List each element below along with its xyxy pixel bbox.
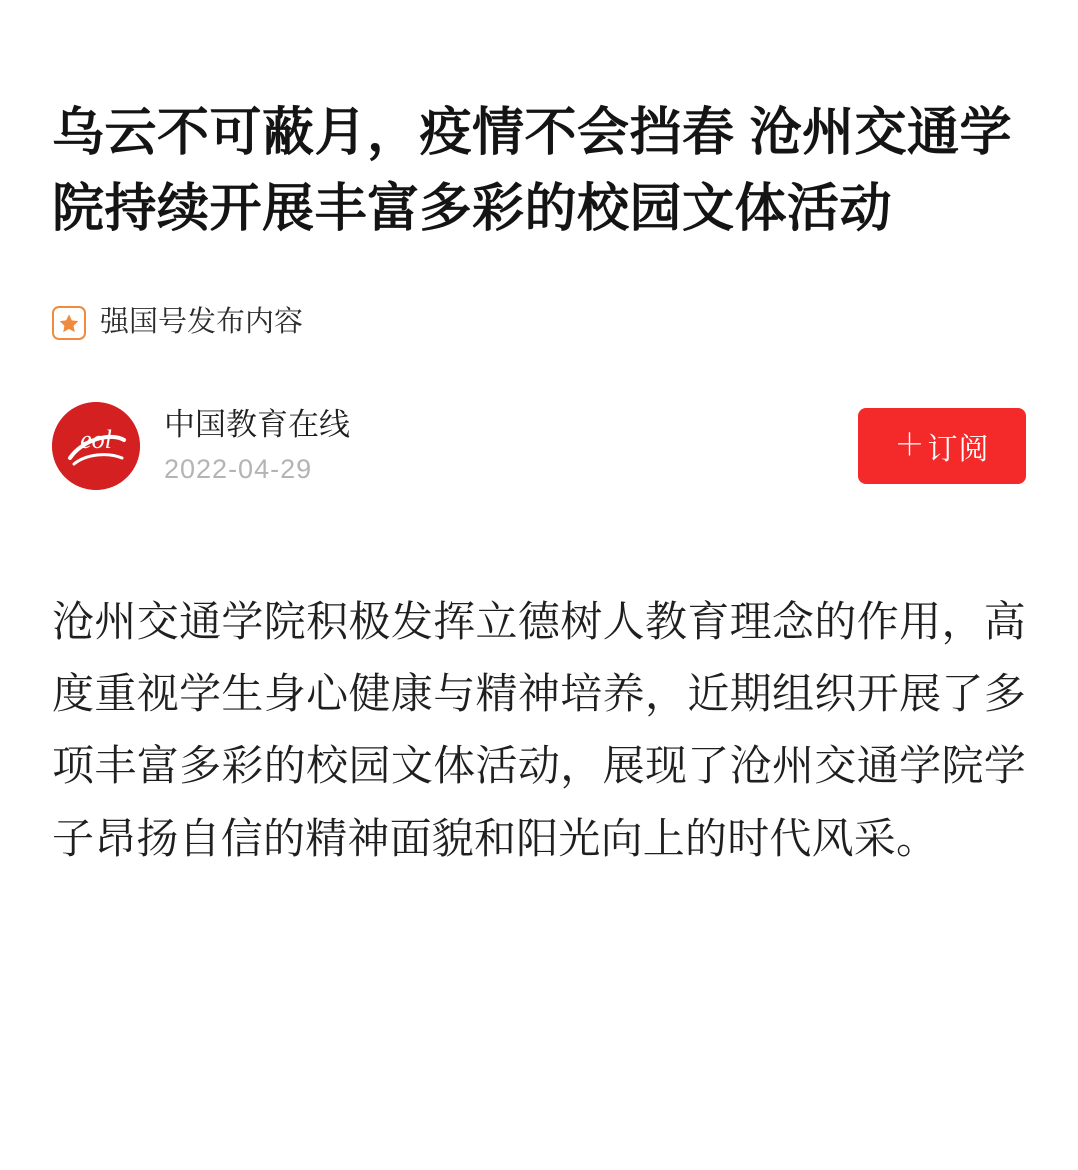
publisher-meta (164, 406, 350, 486)
plus-icon: ＋ (894, 428, 926, 462)
publisher-name[interactable]: 中国教育在线 (164, 407, 350, 443)
svg-text:eol: eol (80, 424, 112, 454)
subscribe-button[interactable] (858, 408, 1026, 484)
article-paragraph: 沧州交通学院积极发挥立德树人教育理念的作用，高度重视学生身心健康与精神培养，近期组织开展了多项丰富多彩的校园文体活动，展现了沧州交通学院学子昂扬自信的精神面貌和阳光向上的时代风采。 (52, 597, 1026, 862)
article-body (52, 586, 1026, 875)
subscribe-area (858, 408, 1026, 484)
publisher-row (52, 402, 1026, 490)
page-title: 乌云不可蔽月，疫情不会挡春 沧州交通学院持续开展丰富多彩的校园文体活动 (52, 104, 1012, 238)
star-badge-icon (52, 306, 86, 340)
source-tag (52, 306, 1026, 340)
avatar[interactable] (52, 402, 140, 490)
publish-date: 2022-04-29 (164, 454, 313, 485)
subscribe-button-label: 订阅 (927, 432, 990, 466)
source-tag-label: 强国号发布内容 (100, 306, 304, 339)
